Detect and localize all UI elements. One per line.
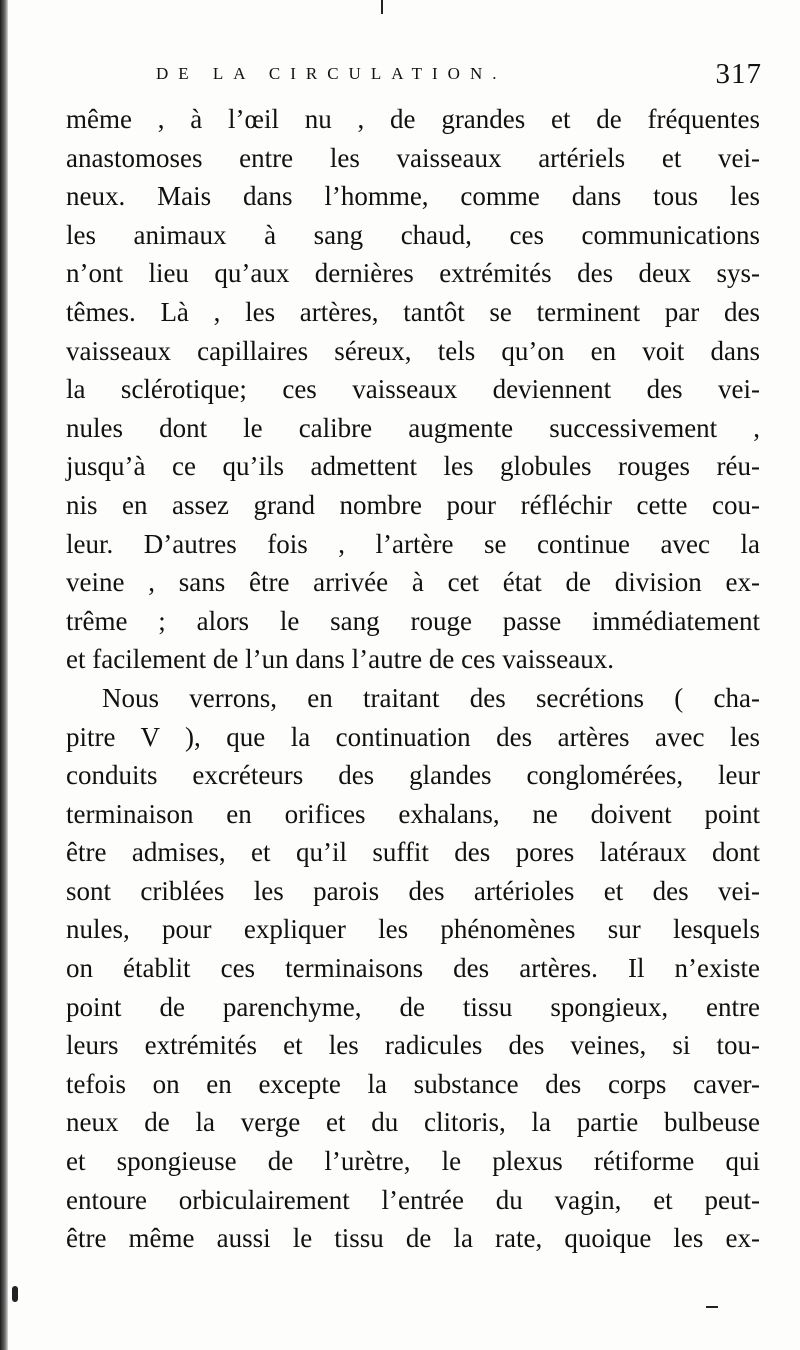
text-line: veine , sans être arrivée à cet état de division ex- — [66, 567, 760, 598]
text-line: les animaux à sang chaud, ces communications — [66, 219, 760, 250]
text-line: pitre V ), que la continuation des artères avec les — [66, 721, 760, 752]
paragraph-1 — [66, 100, 760, 679]
text-line: trême ; alors le sang rouge passe immédiatement — [66, 605, 760, 636]
running-header — [156, 54, 762, 94]
ink-speck — [706, 1306, 718, 1308]
text-line: et spongieuse de l’urètre, le plexus rétiforme qui — [66, 1146, 760, 1177]
text-line: neux de la verge et du clitoris, la partie bulbeuse — [66, 1107, 760, 1138]
text-line: conduits excréteurs des glandes conglomérées, leur — [66, 760, 760, 791]
page-number: 317 — [715, 57, 762, 90]
text-line: jusqu’à ce qu’ils admettent les globules rouges réu- — [66, 451, 760, 482]
text-line: nules dont le calibre augmente successivement , — [66, 412, 760, 443]
text-line: leur. D’autres fois , l’artère se continue avec la — [66, 528, 760, 559]
ink-speck — [12, 1286, 18, 1302]
paragraph-2 — [66, 679, 760, 1258]
text-line: n’ont lieu qu’aux dernières extrémités des deux sys- — [66, 258, 760, 289]
text-line: même , à l’œil nu , de grandes et de fréquentes — [66, 104, 760, 134]
text-line: vaisseaux capillaires séreux, tels qu’on en voit dans — [66, 335, 760, 366]
text-line: tefois on en excepte la substance des corps caver- — [66, 1068, 760, 1099]
text-line: point de parenchyme, de tissu spongieux, entre — [66, 991, 760, 1022]
text-line: entoure orbiculairement l’entrée du vagin, et peut- — [66, 1184, 760, 1215]
text-line: la sclérotique; ces vaisseaux deviennent des vei- — [66, 374, 760, 405]
text-line: neux. Mais dans l’homme, comme dans tous les — [66, 181, 760, 212]
text-line: têmes. Là , les artères, tantôt se terminent par des — [66, 296, 760, 327]
ink-speck — [381, 0, 383, 14]
body-text — [66, 100, 760, 1258]
text-line: nules, pour expliquer les phénomènes sur lesquels — [66, 914, 760, 945]
text-line: terminaison en orifices exhalans, ne doivent point — [66, 798, 760, 829]
text-line: être admises, et qu’il suffit des pores latéraux dont — [66, 837, 760, 868]
text-line: Nous verrons, en traitant des secrétions ( cha- — [102, 682, 760, 713]
text-line: et facilement de l’un dans l’autre de ces vaisseaux. — [66, 644, 615, 675]
text-line: anastomoses entre les vaisseaux artériels et vei- — [66, 142, 760, 173]
text-line: sont criblées les parois des artérioles et des vei- — [66, 875, 760, 906]
text-line: être même aussi le tissu de la rate, quoique les ex- — [66, 1223, 760, 1254]
text-line: nis en assez grand nombre pour réfléchir cette cou- — [66, 489, 760, 520]
page-edge-shadow — [0, 0, 8, 1350]
text-line: on établit ces terminaisons des artères. Il n’existe — [66, 953, 760, 984]
running-title: DE LA CIRCULATION. — [156, 64, 507, 83]
text-line: leurs extrémités et les radicules des veines, si tou- — [66, 1030, 760, 1061]
